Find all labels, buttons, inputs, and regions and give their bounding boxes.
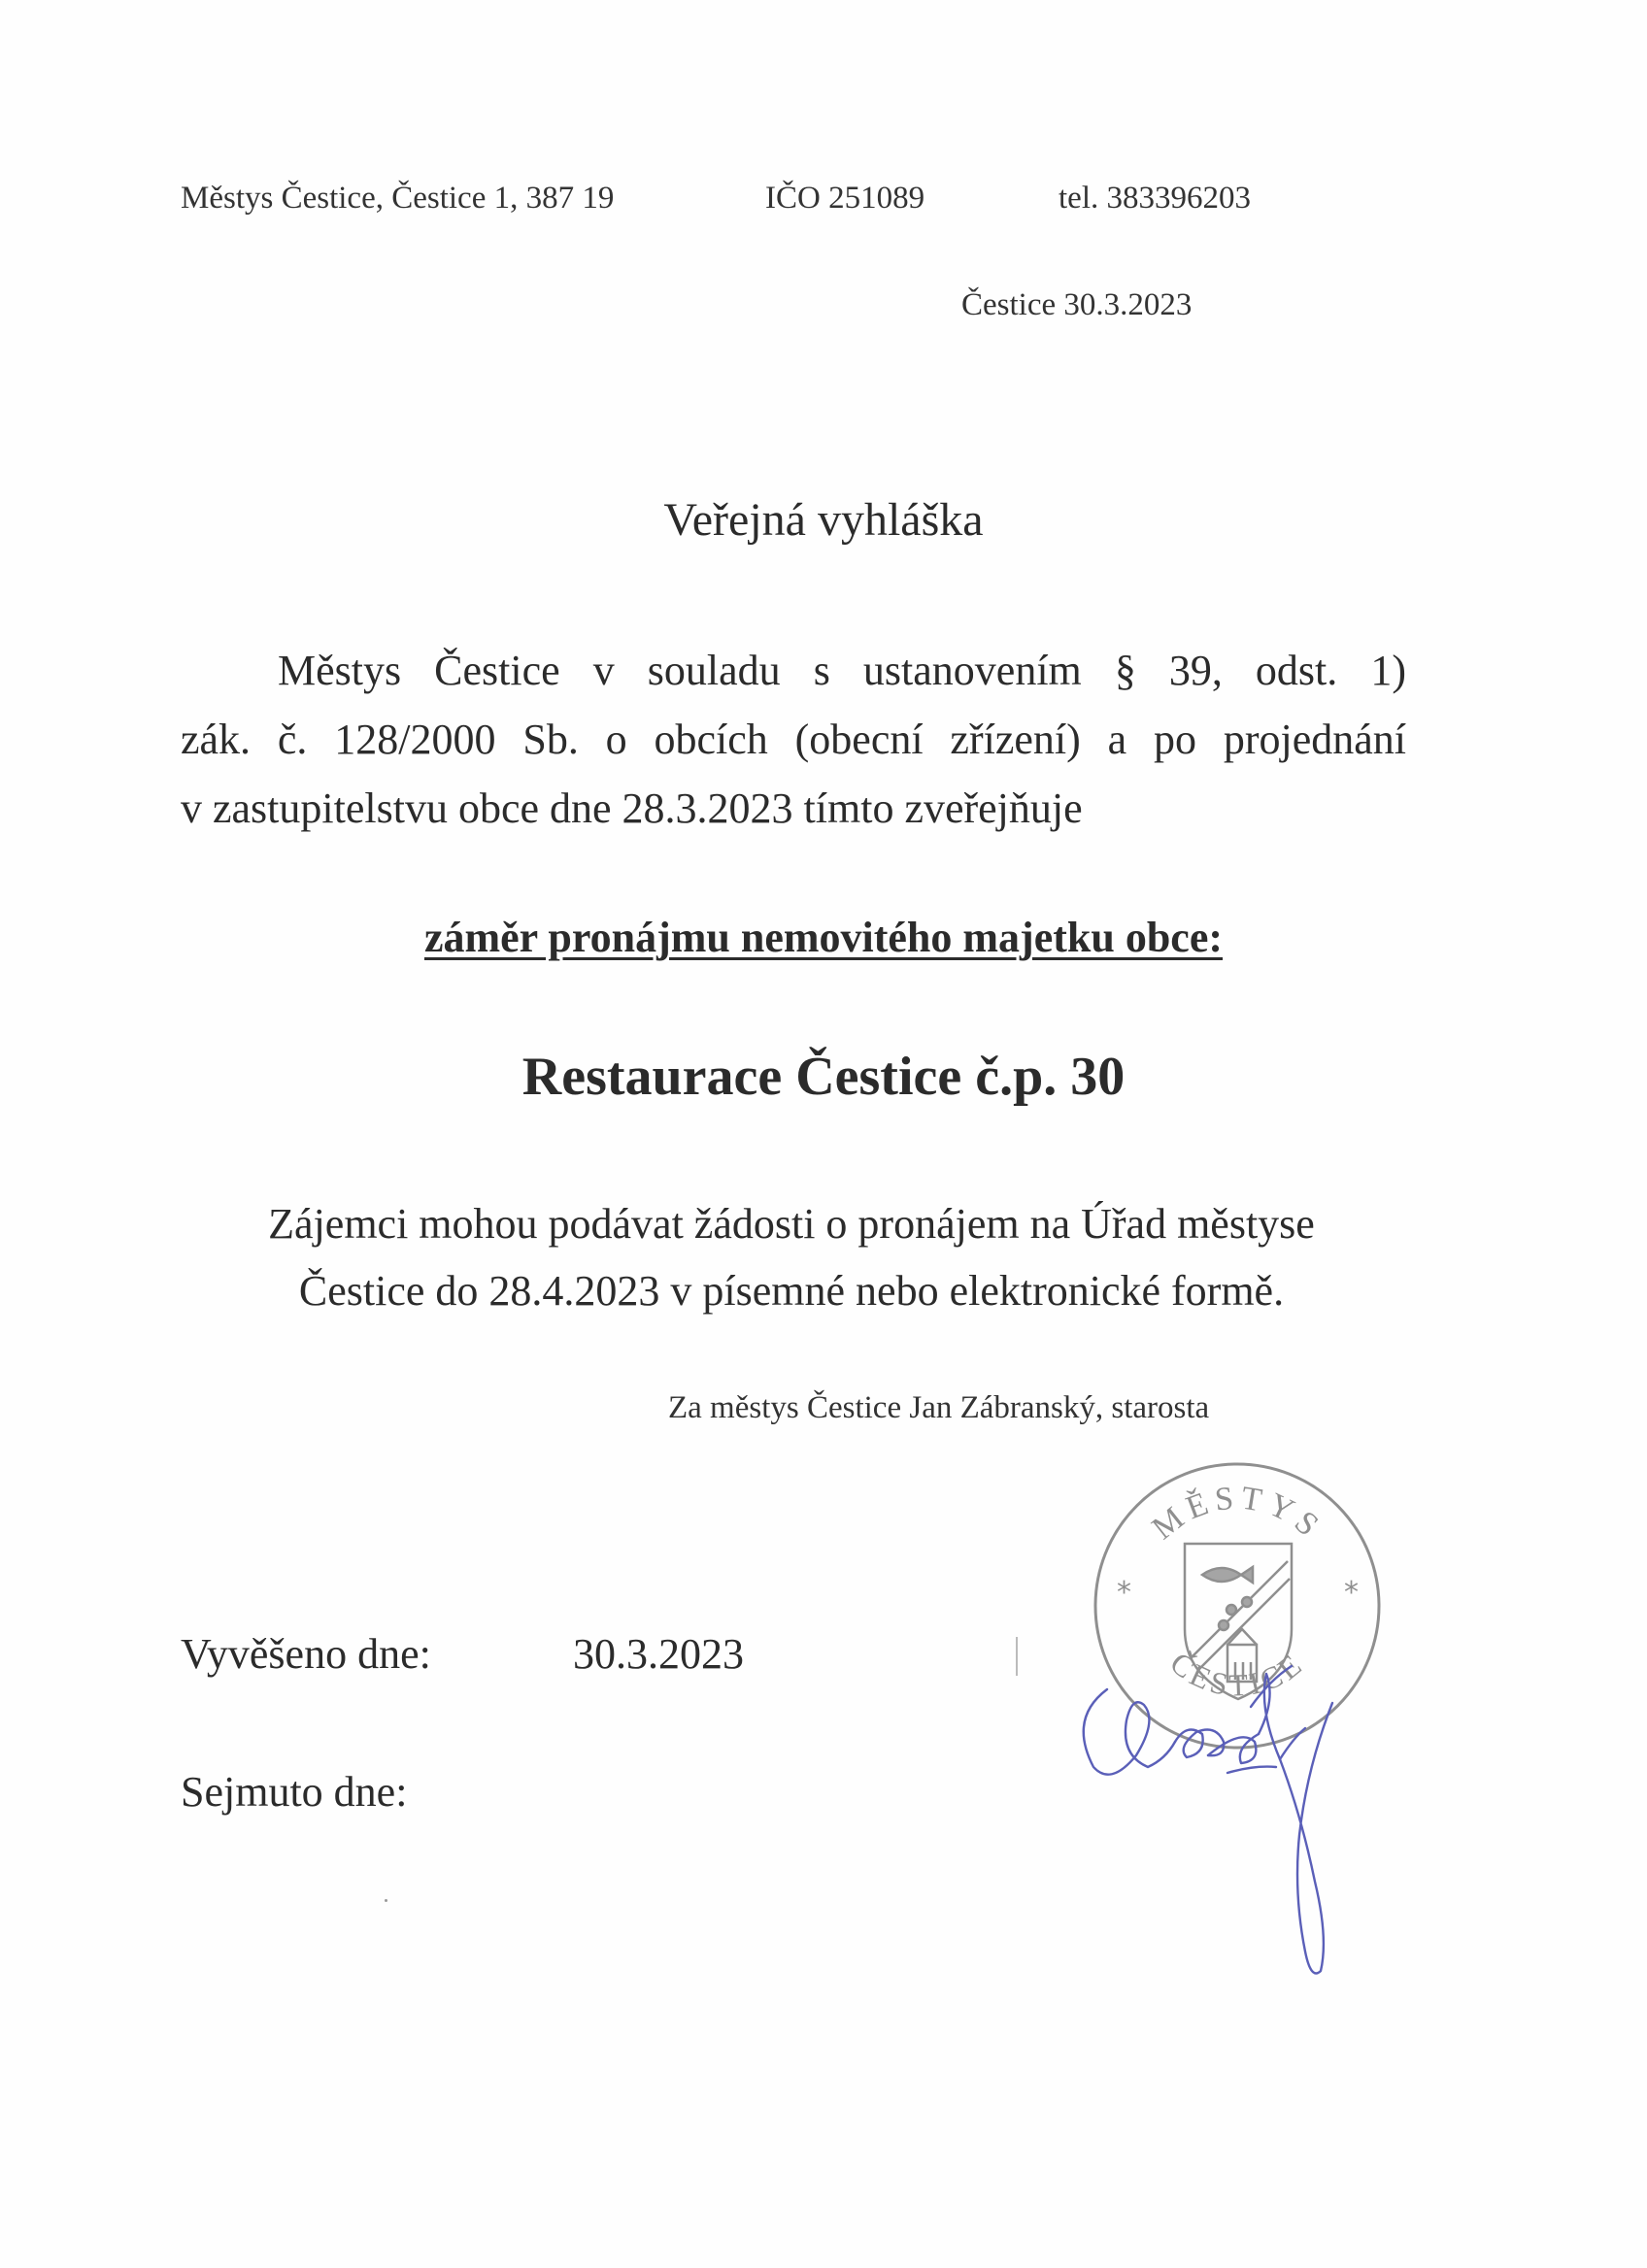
handwritten-signature	[1051, 1641, 1371, 1990]
body-paragraph	[181, 636, 1406, 843]
header-phone: tel. 383396203	[1059, 181, 1251, 216]
document-date: Čestice 30.3.2023	[961, 287, 1193, 322]
notice-line-2: Čestice do 28.4.2023 v písemné nebo elektronické formě.	[298, 1267, 1285, 1315]
notice-paragraph	[175, 1190, 1408, 1324]
margin-mark	[1016, 1637, 1018, 1676]
posted-date-label: Vyvěšeno dne:	[181, 1630, 431, 1678]
body-line-3: v zastupitelstvu obce dne 28.3.2023 tímto zveřejňuje	[181, 784, 1083, 832]
signatory-line: Za městys Čestice Jan Zábranský, starosta	[668, 1390, 1210, 1425]
removed-date-label: Sejmuto dne:	[181, 1768, 408, 1816]
stamp-bottom-text: ČESTICE	[1163, 1645, 1311, 1703]
subject-heading: záměr pronájmu nemovitého majetku obce:	[423, 914, 1224, 961]
header-ico: IČO 251089	[765, 181, 925, 216]
stamp-star-left: *	[1117, 1576, 1131, 1610]
document-title: Veřejná vyhláška	[663, 494, 984, 546]
property-name: Restaurace Čestice č.p. 30	[521, 1047, 1126, 1107]
body-line-2: zák. č. 128/2000 Sb. o obcích (obecní zřízení) a po projednání	[181, 716, 1406, 763]
scan-speck	[385, 1899, 387, 1902]
notice-line-1: Zájemci mohou podávat žádosti o pronájem na Úřad městyse	[268, 1200, 1315, 1248]
stamp-top-text: MĚSTYS	[1145, 1480, 1330, 1548]
stamp-star-right: *	[1344, 1576, 1359, 1610]
posted-date-value: 30.3.2023	[573, 1630, 744, 1678]
body-line-1: Městys Čestice v souladu s ustanovením § 39, odst. 1)	[278, 647, 1406, 694]
header-address: Městys Čestice, Čestice 1, 387 19	[181, 181, 615, 216]
